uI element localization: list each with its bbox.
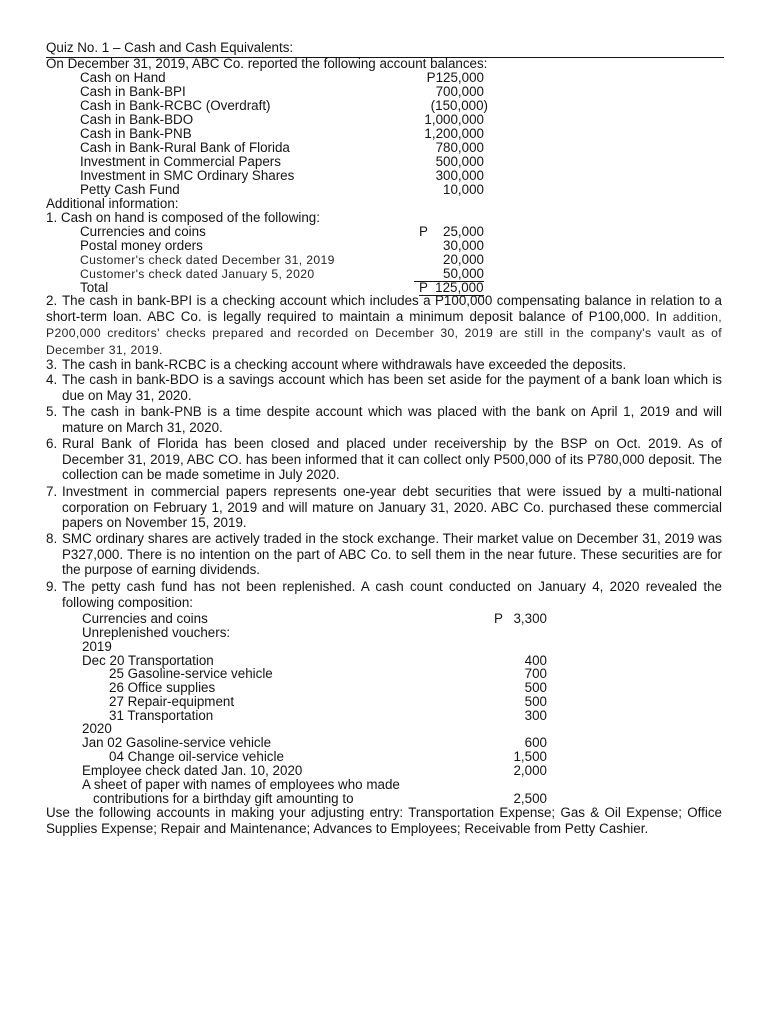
item-number: 1. (46, 210, 58, 225)
petty-cash-label: Currencies and coins (82, 611, 208, 626)
voucher-label: 27 Repair-equipment (109, 694, 235, 709)
item-number: 6. (46, 436, 58, 451)
employee-check-amount: 2,000 (513, 763, 547, 778)
voucher-label: Jan 02 Gasoline-service vehicle (82, 735, 272, 750)
item-6 (46, 436, 722, 483)
voucher-label: 26 Office supplies (109, 680, 216, 695)
item-text: Rural Bank of Florida has been closed and placed under receivership by the BSP on Oct. 2019. As of December 31, 2019, ABC CO. has been informed that it can collect only P500,000 of its P780,000 deposit. The collection can be made sometime in July 2020. (62, 436, 722, 483)
employee-check-label: Employee check dated Jan. 10, 2020 (82, 763, 303, 778)
voucher-amount: 600 (524, 735, 547, 750)
balance-amount: 10,000 (443, 182, 484, 197)
item-8 (46, 531, 722, 578)
item-text: SMC ordinary shares are actively traded in the stock exchange. Their market value on December 31, 2019 was P327,000. There is no intention on the part of ABC Co. to sell them in the near future. These securities are for the purpose of earning dividends. (62, 531, 722, 578)
cash-on-hand-label: Currencies and coins (80, 224, 206, 239)
balance-amount: 300,000 (435, 168, 484, 183)
balance-label: Cash in Bank-BDO (80, 112, 194, 127)
item-number: 9. (46, 579, 58, 594)
balance-label: Cash in Bank-PNB (80, 126, 192, 141)
balance-amount: 1,200,000 (424, 126, 484, 141)
item-text: The cash in bank-RCBC is a checking account where withdrawals have exceeded the deposits. (62, 357, 627, 372)
item-9 (46, 579, 722, 610)
voucher-amount: 1,500 (513, 749, 547, 764)
currency-symbol: P (494, 611, 503, 626)
voucher-label: 25 Gasoline-service vehicle (109, 666, 273, 681)
item-text-small: addition, P200,000 creditors' checks prepared and recorded on December 30, 2019 are still in the company's vault as of December 31, 2019. (46, 309, 722, 357)
year-label: 2020 (82, 721, 112, 736)
item-number: 8. (46, 531, 58, 546)
additional-heading: Additional information: (46, 196, 179, 211)
item-number: 3. (46, 357, 58, 372)
voucher-amount: 300 (524, 708, 547, 723)
cash-on-hand-amount: 30,000 (443, 238, 484, 253)
sheet-label-line2: contributions for a birthday gift amounting to (93, 791, 354, 806)
closing-instruction: Use the following accounts in making your adjusting entry: Transportation Expense; Gas & Oil Expense; Office Supplies Expense; Repair and Maintenance; Advances to Employees; Receivable from Petty Cashier. (46, 805, 722, 836)
sheet-label-line1: A sheet of paper with names of employees who made (82, 777, 400, 792)
cash-on-hand-amount: 20,000 (443, 252, 484, 267)
item-text: The cash in bank-BDO is a savings account which has been set aside for the payment of a bank loan which is due on May 31, 2020. (62, 372, 722, 403)
cash-on-hand-label: Postal money orders (80, 238, 203, 253)
sheet-amount: 2,500 (513, 791, 547, 806)
cash-on-hand-label: Customer's check dated December 31, 2019 (80, 253, 335, 267)
balance-amount: P125,000 (426, 70, 484, 85)
item-4 (46, 372, 722, 403)
balance-label: Investment in Commercial Papers (80, 154, 281, 169)
cash-on-hand-amount: 25,000 (443, 224, 484, 239)
item-5 (46, 404, 722, 435)
petty-cash-amount: 3,300 (513, 611, 547, 626)
balance-amount: 500,000 (435, 154, 484, 169)
cash-on-hand-total-label: Total (80, 280, 109, 295)
balance-label: Cash in Bank-RCBC (Overdraft) (80, 98, 271, 113)
item-number: 5. (46, 404, 58, 419)
balance-amount: 1,000,000 (424, 112, 484, 127)
balance-label: Investment in SMC Ordinary Shares (80, 168, 295, 183)
balance-amount: 700,000 (435, 84, 484, 99)
item-number: 7. (46, 484, 58, 499)
item-text: The cash in bank-BPI is a checking account which includes a P100,000 compensating balance in relation to a short-term loan. ABC Co. is legally required to maintain a minimum deposit balance of P100,000. In (46, 293, 722, 324)
voucher-amount: 700 (524, 666, 547, 681)
item-7 (46, 484, 722, 531)
balance-label: Cash on Hand (80, 70, 166, 85)
item-text: Investment in commercial papers represents one-year debt securities that were issued by a multi-national corporation on February 1, 2019 and will mature on January 31, 2020. ABC Co. purchased these commercial papers on November 15, 2019. (62, 484, 722, 531)
item-2 (46, 293, 722, 358)
item-text: The petty cash fund has not been replenished. A cash count conducted on January 4, 2020 revealed the following composition: (62, 579, 722, 610)
voucher-amount: 500 (524, 694, 547, 709)
balance-amount: 780,000 (435, 140, 484, 155)
voucher-amount: 500 (524, 680, 547, 695)
balance-amount: (150,000) (430, 98, 488, 113)
cash-on-hand-amount: 50,000 (414, 267, 484, 282)
cash-on-hand-label: Customer's check dated January 5, 2020 (80, 267, 315, 281)
balance-label: Petty Cash Fund (80, 182, 180, 197)
item-3 (46, 357, 722, 373)
item-1 (46, 211, 320, 225)
year-label: 2019 (82, 639, 112, 654)
voucher-label: Dec 20 Transportation (82, 653, 214, 668)
item-number: 2. (46, 293, 58, 308)
voucher-label: 31 Transportation (109, 708, 214, 723)
item-text: The cash in bank-PNB is a time despite account which was placed with the bank on April 1, 2019 and will mature on March 31, 2020. (62, 404, 722, 435)
voucher-amount: 400 (524, 653, 547, 668)
intro-text: On December 31, 2019, ABC Co. reported the following account balances: (46, 56, 488, 71)
balance-label: Cash in Bank-BPI (80, 84, 186, 99)
voucher-label: 04 Change oil-service vehicle (109, 749, 284, 764)
quiz-title: Quiz No. 1 – Cash and Cash Equivalents: (46, 40, 294, 55)
unreplenished-heading: Unreplenished vouchers: (82, 625, 231, 640)
item-text: Cash on hand is composed of the following: (60, 210, 320, 225)
cash-on-hand-total-amount: P 125,000 (419, 280, 484, 295)
balance-label: Cash in Bank-Rural Bank of Florida (80, 140, 290, 155)
currency-symbol: P (419, 224, 428, 239)
item-number: 4. (46, 372, 58, 387)
